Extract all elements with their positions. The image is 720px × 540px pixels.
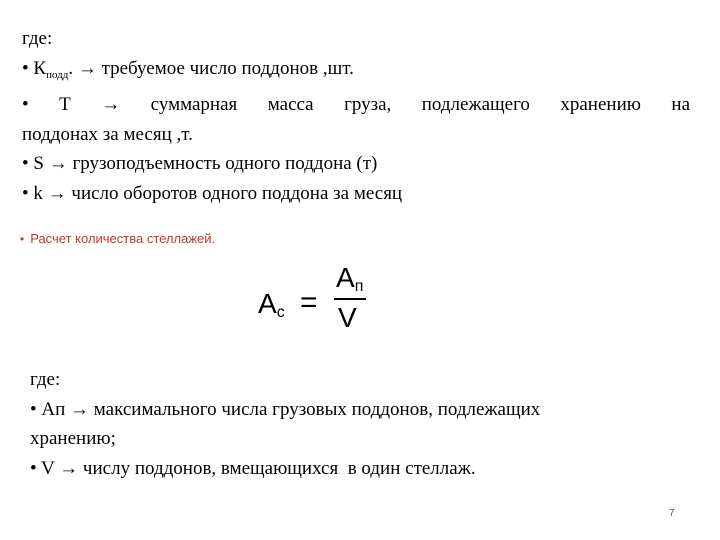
- definition-k-turnover: • k → число оборотов одного поддона за месяц: [22, 182, 403, 204]
- definition-k-text: . → требуемое число поддонов ,шт.: [68, 57, 354, 79]
- definition-ap-line2: хранению;: [30, 428, 116, 449]
- formula-equals: =: [300, 286, 318, 319]
- section-bullet: •: [20, 232, 25, 246]
- definition-k: [22, 54, 690, 91]
- formula-num-subscript: п: [354, 278, 364, 295]
- formula-lhs-subscript: c: [276, 304, 285, 321]
- where-label-2: где:: [30, 369, 61, 390]
- section-title: Расчет количества стеллажей.: [30, 231, 216, 246]
- formula-numerator: [336, 262, 363, 296]
- definition-s: • S → грузоподъемность одного поддона (т): [22, 153, 378, 174]
- definition-k-subscript: подд: [46, 68, 69, 81]
- definition-k-symbol: • К: [22, 57, 47, 79]
- definition-t-line1: • Т → суммарная масса груза, подлежащего хранению на: [22, 94, 690, 115]
- formula-denominator: V: [338, 302, 357, 333]
- definition-t-line2: поддонах за месяц ,т.: [22, 123, 193, 145]
- section-heading: [20, 231, 215, 246]
- page-number: 7: [669, 508, 675, 519]
- definition-v: • V → числу поддонов, вмещающихся в один стеллаж.: [30, 457, 476, 479]
- formula-num-symbol: A: [336, 262, 355, 293]
- definitions-bottom: [30, 365, 690, 483]
- fraction-bar: [334, 298, 366, 300]
- formula-lhs-symbol: A: [258, 288, 277, 319]
- definition-ap-line1: • Ап → максимального числа грузовых поддонов, подлежащих: [30, 398, 541, 420]
- definitions-top: [22, 24, 690, 208]
- where-label: где:: [22, 28, 53, 49]
- formula-lhs: [258, 288, 285, 322]
